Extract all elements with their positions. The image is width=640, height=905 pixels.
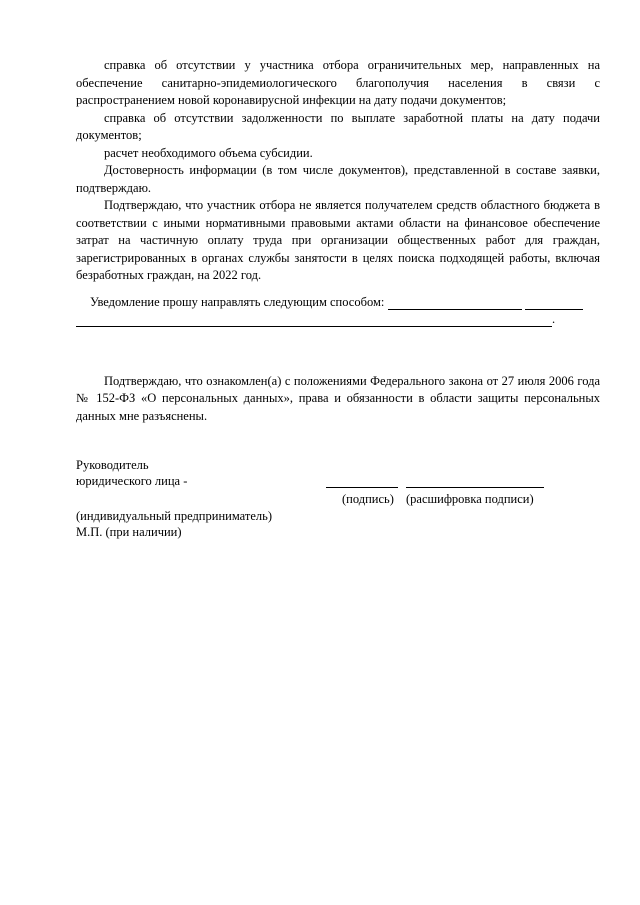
notice-label: Уведомление прошу направлять следующим способом:: [90, 294, 385, 309]
notice-end: .: [552, 311, 556, 326]
stamp-label: М.П. (при наличии): [76, 525, 182, 539]
paragraph-item-5: Подтверждаю, что участник отбора не является получателем средств областного бюджета в соответствии с иными нормативными правовыми актами области на финансовое обеспечение затрат на частичную оплату труда при организации общественных работ для граждан, зарегистрированных в органах службы занятости в целях поиска подходящей работы, включая безработных граждан, на 2022 год.: [76, 198, 600, 282]
signature-block: [76, 457, 600, 547]
notice-line-2: [76, 312, 600, 327]
signature-entity: юридического лица -: [76, 474, 188, 488]
notice-blank-1[interactable]: [388, 297, 522, 310]
paragraph-item-1: справка об отсутствии у участника отбора ограничительных мер, направленных на обеспечение санитарно-эпидемиологического благополучия населения в связи с распространением новой коронавирусной инфекции на дату подачи документов;: [76, 58, 600, 107]
decode-label: (расшифровка подписи): [406, 492, 534, 506]
signature-label: (подпись): [342, 492, 394, 506]
consent-paragraph: Подтверждаю, что ознакомлен(а) с положениями Федерального закона от 27 июля 2006 года № 152-ФЗ «О персональных данных», права и обязанности в области защиты персональных данных мне разъяснены.: [76, 373, 600, 423]
notice-line: [90, 295, 600, 310]
signature-decode-line[interactable]: [406, 487, 544, 488]
entrepreneur-label: (индивидуальный предприниматель): [76, 509, 272, 523]
signature-title: Руководитель: [76, 458, 149, 472]
document-page: [76, 57, 600, 547]
paragraph-item-2: справка об отсутствии задолженности по выплате заработной платы на дату подачи документов;: [76, 110, 600, 142]
notice-blank-3[interactable]: [76, 314, 552, 327]
signature-line[interactable]: [326, 487, 398, 488]
paragraph-item-3: расчет необходимого объема субсидии.: [104, 145, 313, 160]
notice-section: [76, 295, 600, 327]
notice-blank-2[interactable]: [525, 297, 583, 310]
paragraph-item-4: Достоверность информации (в том числе документов), представленной в составе заявки, подтверждаю.: [76, 163, 600, 195]
